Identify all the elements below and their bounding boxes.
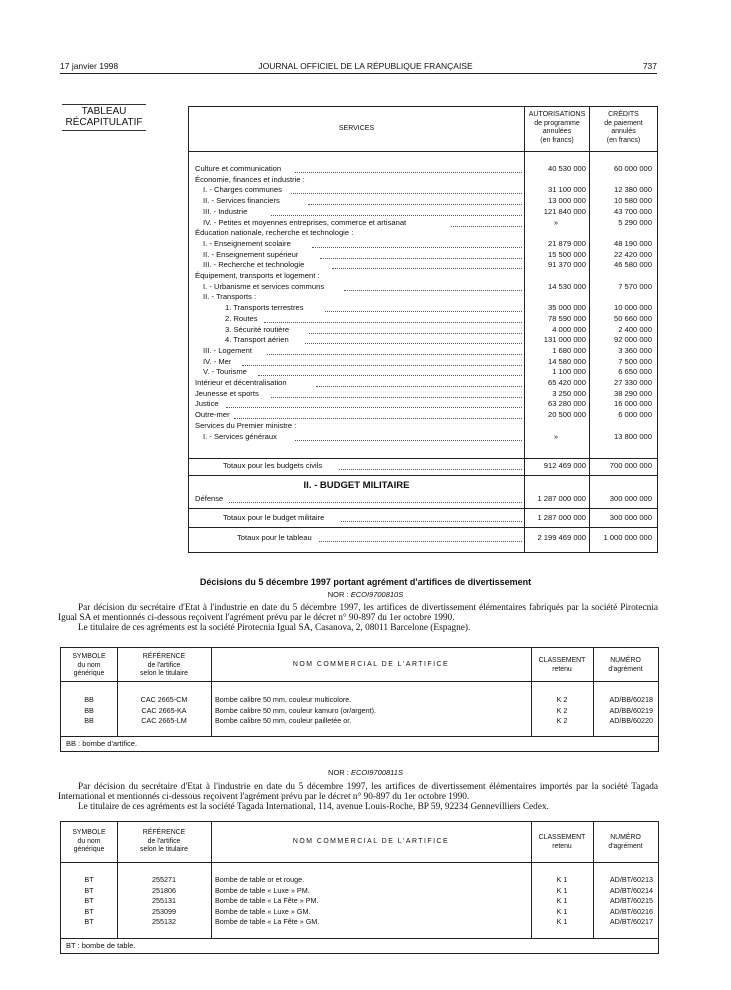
recap-row-credits: 2 400 000 <box>618 324 652 334</box>
col-reference: RÉFÉRENCE de l'artifice selon le titulaire <box>140 829 188 853</box>
cell-sym: BB <box>84 716 94 725</box>
recap-row-autorisations: 65 420 000 <box>547 378 586 387</box>
cell-num: AD/BT/60214 <box>609 885 653 895</box>
recap-row-autorisations: 14 580 000 <box>547 356 586 366</box>
recap-row <box>189 357 657 367</box>
recap-row <box>189 185 657 195</box>
cell-name: Bombe calibre 50 mm, couleur kamuro (or/argent). <box>215 705 376 715</box>
cell-name: Bombe de table « Luxe » GM. <box>215 906 311 916</box>
cell-sym: BT <box>84 896 94 905</box>
cell-name: Bombe calibre 50 mm, couleur multicolore. <box>215 695 352 704</box>
header-rule <box>60 73 657 74</box>
recap-row-label: III. - Logement <box>203 345 252 355</box>
recap-row-autorisations: 14 530 000 <box>547 281 586 291</box>
recap-row-credits: 22 420 000 <box>613 249 652 259</box>
agrement-row <box>61 906 658 917</box>
side-title-line2: RÉCAPITULATIF <box>65 117 143 128</box>
cell-num: AD/BB/60218 <box>609 695 653 704</box>
recap-row-label: III. - Industrie <box>203 206 248 216</box>
footnote-bt: BT : bombe de table. <box>66 941 136 950</box>
cell-ref: CAC 2665-LM <box>141 716 187 725</box>
cell-num: AD/BT/60216 <box>609 906 653 916</box>
recap-row-label: IV. - Petites et moyennes entreprises, commerce et artisanat <box>203 217 407 227</box>
col-classement: CLASSEMENT retenu <box>538 834 586 850</box>
col-classement: CLASSEMENT retenu <box>538 657 586 673</box>
decision2-table <box>60 821 659 954</box>
recap-row-credits: 38 290 000 <box>613 388 652 398</box>
defense-row: Défense 1 287 000 000 300 000 000 <box>195 494 652 503</box>
recap-row-autorisations: 1 680 000 <box>552 345 586 355</box>
recap-row-autorisations: 20 500 000 <box>547 410 586 420</box>
page-date: 17 janvier 1998 <box>60 61 119 71</box>
recap-row <box>189 250 657 260</box>
agrement-row <box>61 874 658 885</box>
recap-row-credits: 92 000 000 <box>613 335 652 345</box>
side-title-line1: TABLEAU <box>81 106 127 117</box>
cell-num: AD/BT/60213 <box>609 875 653 884</box>
decisions-title: Décisions du 5 décembre 1997 portant agrément d'artifices de divertissement <box>199 577 532 587</box>
recap-row-label: V. - Tourisme <box>203 367 247 377</box>
recap-row-credits: 5 290 000 <box>618 217 652 227</box>
recap-row-label: I. - Charges communes <box>203 185 282 195</box>
recap-row-credits: 27 330 000 <box>613 378 652 387</box>
agrement-row <box>61 895 658 906</box>
col-nom: NOM COMMERCIAL DE L'ARTIFICE <box>292 661 450 668</box>
recap-row-credits: 6 000 000 <box>618 410 652 420</box>
cell-ref: 251806 <box>152 885 176 895</box>
page-number: 737 <box>642 61 657 71</box>
col-numero: NUMÉRO d'agrément <box>608 834 643 850</box>
cell-name: Bombe de table « Luxe » PM. <box>215 885 310 895</box>
recap-row-label: Éducation nationale, recherche et technologie : <box>195 228 354 238</box>
cell-num: AD/BT/60217 <box>609 917 653 926</box>
decision2-paragraph: Par décision du secrétaire d'Etat à l'industrie en date du 5 décembre 1997, les artifices de divertissement élémentaires importés par la société Tagada International et mentionnés ci-dessous reçoivent l'agrément prévu par le décret n° 90-897 du 1er octobre 1990. Le titulaire de ces agréments est la société Tagada International, 114, avenue Louis-Roche, BP 59, 92234 Gennevilliers Cedex. <box>58 782 658 812</box>
recap-row <box>189 218 657 228</box>
recap-row-autorisations: 40 530 000 <box>547 164 586 173</box>
cell-sym: BT <box>84 885 94 895</box>
military-heading: II. - BUDGET MILITAIRE <box>303 480 410 491</box>
side-title <box>62 104 146 131</box>
recap-row-autorisations: 15 500 000 <box>547 249 586 259</box>
recap-row-autorisations: 13 000 000 <box>547 196 586 206</box>
recap-row-label: II. - Services financiers <box>203 196 280 206</box>
recap-row <box>189 196 657 206</box>
recap-row <box>189 228 657 238</box>
cell-num: AD/BB/60219 <box>609 705 653 715</box>
recap-row-credits: 13 800 000 <box>613 431 652 441</box>
recap-row-label: Équipement, transports et logement : <box>195 271 320 280</box>
recap-row-credits: 10 580 000 <box>613 196 652 206</box>
recap-row <box>189 378 657 388</box>
footnote-bb: BB : bombe d'artifice. <box>66 739 138 748</box>
cell-cls: K 2 <box>556 695 568 704</box>
recap-row-label: Jeunesse et sports <box>195 388 259 398</box>
recap-row-label: Culture et communication <box>195 164 282 173</box>
col-numero: NUMÉRO d'agrément <box>608 657 643 673</box>
cell-cls: K 1 <box>556 917 568 926</box>
recap-row <box>189 346 657 356</box>
recap-row <box>189 314 657 324</box>
cell-sym: BT <box>84 875 94 884</box>
recap-row-credits: 7 570 000 <box>618 281 652 291</box>
cell-name: Bombe de table « La Fête » PM. <box>215 896 319 905</box>
recap-row <box>189 271 657 281</box>
cell-sym: BT <box>84 906 94 916</box>
recap-row <box>189 292 657 302</box>
recap-row-label: IV. - Mer <box>203 356 232 366</box>
recap-row-label: Outre-mer <box>195 410 230 420</box>
cell-sym: BB <box>84 705 94 715</box>
recap-row <box>189 410 657 420</box>
cell-cls: K 1 <box>556 906 568 916</box>
recap-row-label: Intérieur et décentralisation <box>195 378 287 387</box>
decision1-paragraph: Par décision du secrétaire d'Etat à l'industrie en date du 5 décembre 1997, les artifices de divertissement élémentaires fabriqués par la société Pirotecnia Igual SA et mentionnés ci-dessous reçoivent l'agrément prévu par le décret n° 90-897 du 1er octobre 1990. Le titulaire de ces agréments est la société Pirotecnia Igual SA, Casanova, 2, 08011 Barcelone (Espagne). <box>58 603 658 633</box>
total-military-row: Totaux pour le budget militaire 1 287 000 000 300 000 000 <box>223 513 652 522</box>
journal-title: JOURNAL OFFICIEL DE LA RÉPUBLIQUE FRANÇAISE <box>258 61 473 71</box>
recap-row-autorisations: 4 000 000 <box>552 324 586 334</box>
recap-row <box>189 399 657 409</box>
recap-row-autorisations: 131 000 000 <box>543 335 586 345</box>
recap-row <box>189 239 657 249</box>
recap-row-credits: 48 190 000 <box>613 238 652 248</box>
nor-line-2: NOR : ECOI9700811S <box>328 768 403 777</box>
recap-row <box>189 432 657 442</box>
recap-row <box>189 389 657 399</box>
cell-ref: 255271 <box>152 875 176 884</box>
cell-ref: 253099 <box>152 906 176 916</box>
total-table-row: Totaux pour le tableau 2 199 469 000 1 000 000 000 <box>237 533 652 542</box>
agrement-row <box>61 916 658 927</box>
recap-row <box>189 260 657 270</box>
recap-row-credits: 16 000 000 <box>613 399 652 409</box>
recap-row <box>189 207 657 217</box>
recap-row-credits: 60 000 000 <box>613 164 652 173</box>
cell-cls: K 1 <box>556 896 568 905</box>
recap-row-label: 4. Transport aérien <box>225 335 289 345</box>
recap-row-label: I. - Services généraux <box>203 431 277 441</box>
recap-row-autorisations: 121 840 000 <box>543 206 586 216</box>
recap-row-autorisations: » <box>553 431 559 441</box>
cell-num: AD/BT/60215 <box>609 896 653 905</box>
cell-cls: K 1 <box>556 885 568 895</box>
cell-sym: BT <box>84 917 94 926</box>
recap-row-label: III. - Recherche et technologie <box>203 260 305 270</box>
cell-ref: CAC 2665-KA <box>141 705 187 715</box>
recap-row-credits: 7 500 000 <box>618 356 652 366</box>
recap-row-autorisations: 1 100 000 <box>552 367 586 377</box>
recap-row <box>189 282 657 292</box>
cell-name: Bombe de table or et rouge. <box>215 875 305 884</box>
recap-row <box>189 367 657 377</box>
recap-row-label: I. - Urbanisme et services communs <box>203 281 325 291</box>
recap-row-autorisations: 63 280 000 <box>547 399 586 409</box>
recap-row-autorisations: 78 590 000 <box>547 313 586 323</box>
recap-row <box>189 335 657 345</box>
agrement-row <box>61 705 658 716</box>
cell-sym: BB <box>84 695 94 704</box>
recap-table <box>188 106 658 553</box>
cell-name: Bombe calibre 50 mm, couleur pailletée or. <box>215 716 352 725</box>
cell-cls: K 2 <box>556 716 568 725</box>
recap-row-label: Services du Premier ministre : <box>195 420 297 430</box>
agrement-row <box>61 694 658 705</box>
recap-row-label: 2. Routes <box>225 313 258 323</box>
recap-row-label: 3. Sécurité routière <box>225 324 290 334</box>
recap-row-credits: 6 650 000 <box>618 367 652 377</box>
recap-row-credits: 3 360 000 <box>618 345 652 355</box>
recap-row-label: 1. Transports terrestres <box>225 303 304 313</box>
recap-row-autorisations: 91 370 000 <box>547 260 586 270</box>
cell-name: Bombe de table « La Fête » GM. <box>215 917 320 926</box>
recap-row-label: II. - Transports : <box>203 292 257 302</box>
recap-row-credits: 43 700 000 <box>613 206 652 216</box>
recap-row-label: Justice <box>195 399 219 409</box>
col-nom: NOM COMMERCIAL DE L'ARTIFICE <box>292 838 450 845</box>
cell-ref: 255131 <box>152 896 176 905</box>
recap-row-autorisations: 35 000 000 <box>547 303 586 313</box>
agrement-row <box>61 885 658 896</box>
cell-ref: CAC 2665-CM <box>140 695 188 704</box>
col-autorisations: AUTORISATIONS de programme annulées (en francs) <box>528 111 586 144</box>
agrement-row <box>61 715 658 726</box>
recap-row-label: Économie, finances et industrie : <box>195 174 305 184</box>
recap-row <box>189 421 657 431</box>
cell-ref: 255132 <box>152 917 176 926</box>
decision1-table <box>60 647 659 752</box>
cell-cls: K 1 <box>556 875 568 884</box>
recap-row-credits: 50 660 000 <box>613 313 652 323</box>
recap-row-credits: 12 380 000 <box>613 185 652 195</box>
recap-row <box>189 175 657 185</box>
recap-row-autorisations: 21 879 000 <box>547 238 586 248</box>
cell-cls: K 2 <box>556 705 568 715</box>
recap-row-label: I. - Enseignement scolaire <box>203 238 291 248</box>
total-civil-row: Totaux pour les budgets civils 912 469 000 700 000 000 <box>223 461 652 470</box>
recap-row <box>189 303 657 313</box>
recap-row-label: II. - Enseignement supérieur <box>203 249 299 259</box>
recap-row-credits: 10 000 000 <box>613 303 652 313</box>
col-credits: CRÉDITS de paiement annulés (en francs) <box>604 111 643 144</box>
col-services: SERVICES <box>338 125 375 132</box>
recap-row-autorisations: 3 250 000 <box>552 388 586 398</box>
cell-num: AD/BB/60220 <box>609 716 653 725</box>
col-reference: RÉFÉRENCE de l'artifice selon le titulaire <box>140 653 188 677</box>
col-symbole: SYMBOLE du nom générique <box>72 653 106 677</box>
recap-row-autorisations: » <box>553 217 559 227</box>
nor-line-1: NOR : ECOI9700810S <box>327 590 404 599</box>
recap-row <box>189 325 657 335</box>
recap-row-autorisations: 31 100 000 <box>547 185 586 195</box>
recap-row <box>189 164 657 174</box>
col-symbole: SYMBOLE du nom générique <box>72 829 106 853</box>
recap-row-credits: 46 580 000 <box>613 260 652 270</box>
